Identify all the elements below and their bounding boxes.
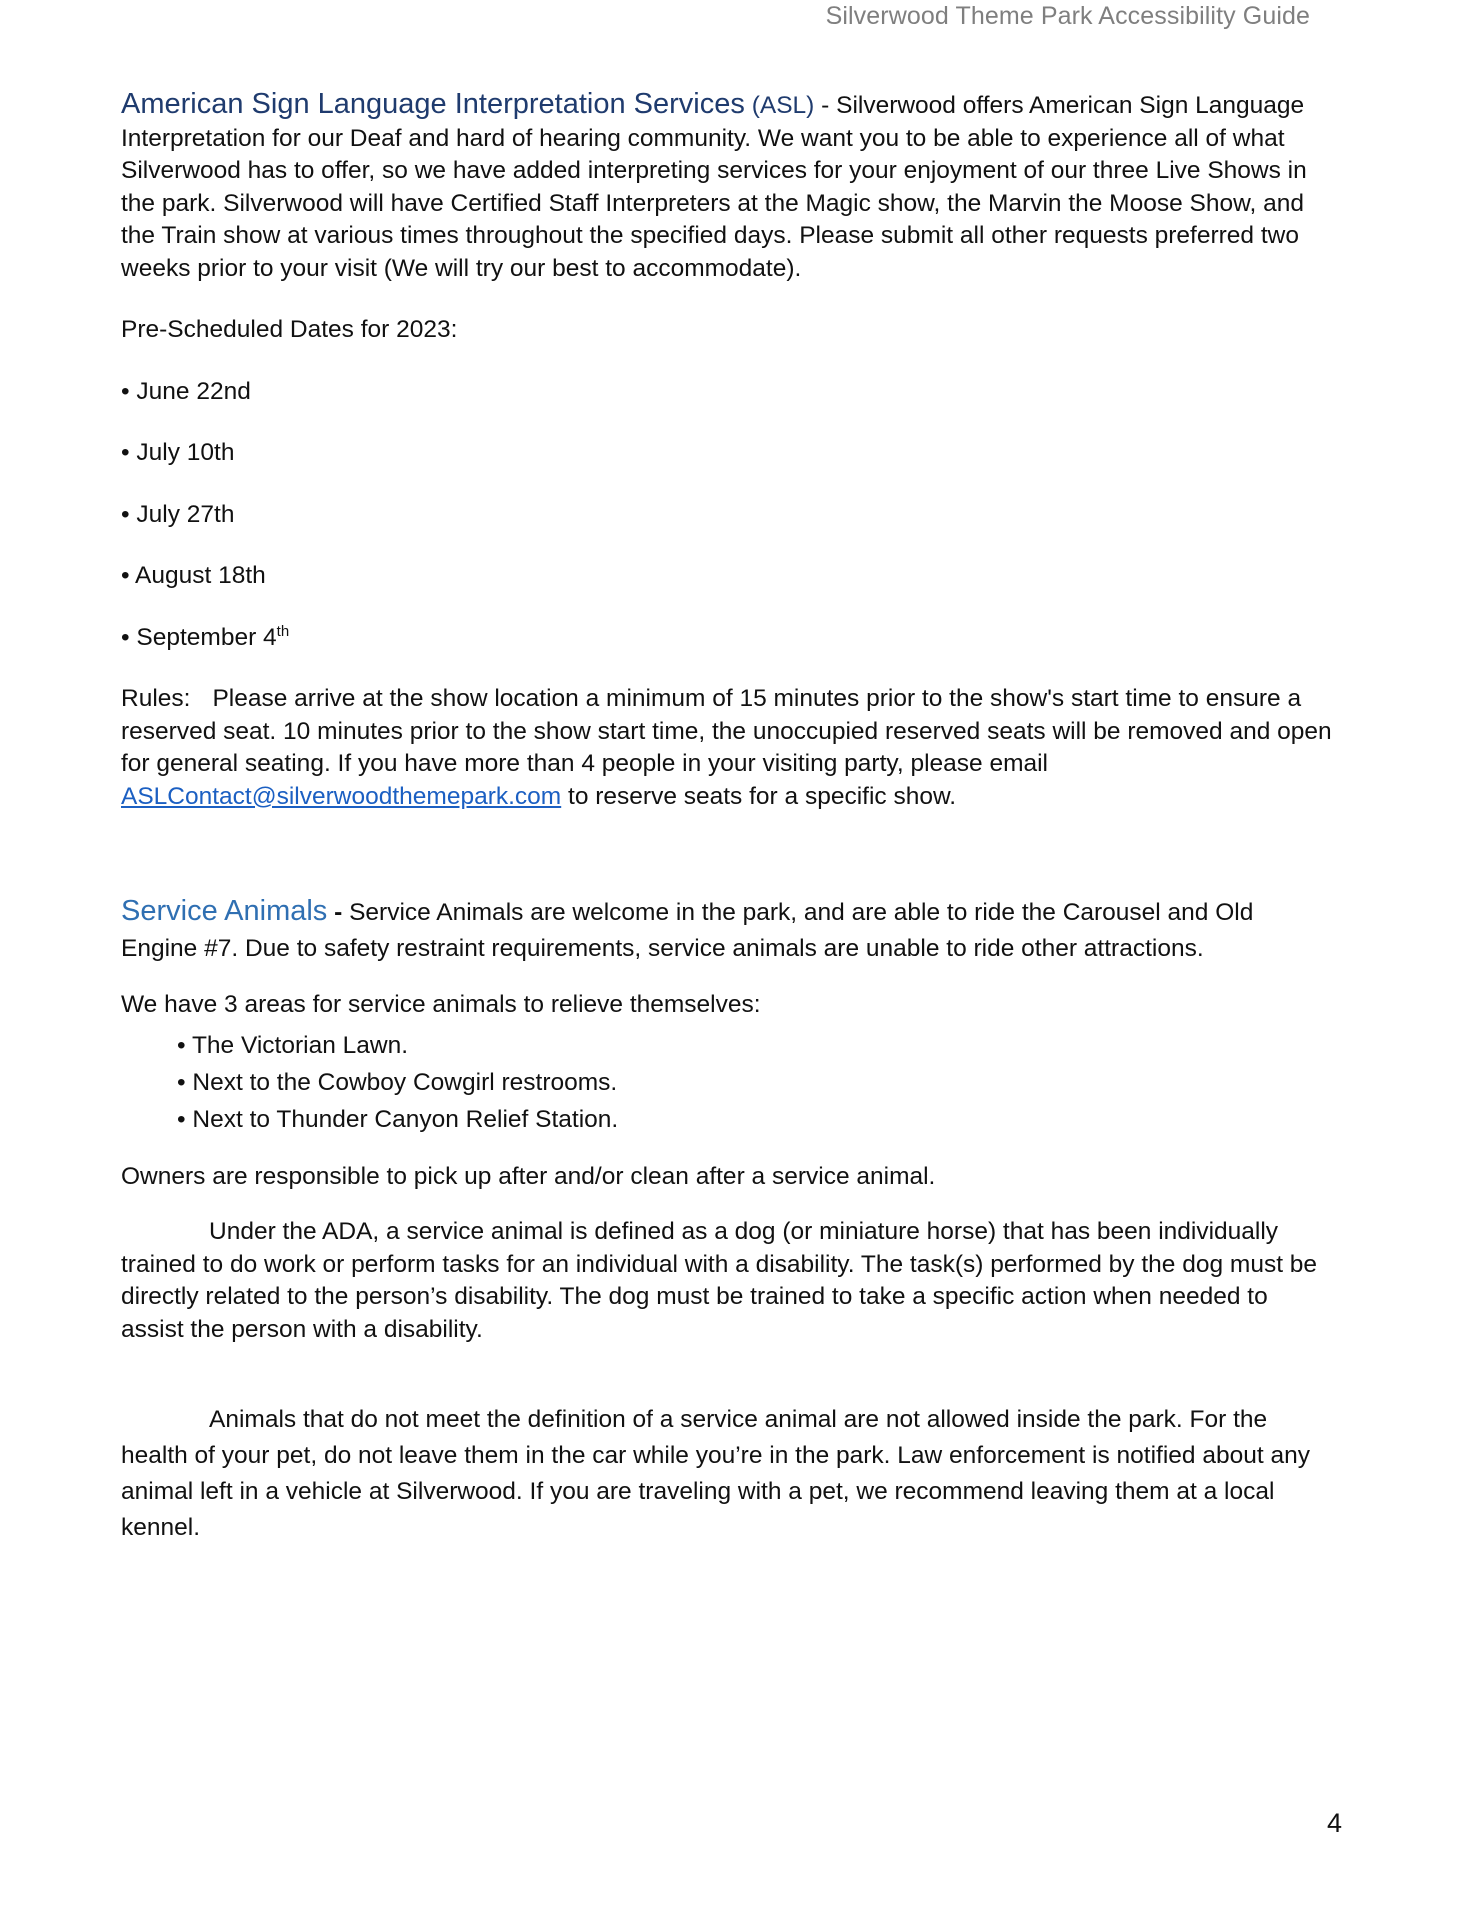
service-animals-dash: -	[327, 899, 350, 926]
asl-intro-text: - Silverwood offers American Sign Language Interpretation for our Deaf and hard of hearing community. We want you to be able to experience all of what Silverwood has to offer, so we have added interpreting services for your enjoyment of our three Live Shows in the park. Silverwood will have Certified Staff Interpreters at the Magic show, the Marvin the Moose Show, and the Train show at various times throughout the specified days. Please submit all other requests preferred two weeks prior to your visit (We will try our best to accommodate).	[121, 92, 1307, 282]
pets-policy-paragraph: Animals that do not meet the definition of a service animal are not allowed inside the park. For the health of your pet, do not leave them in the car while you’re in the park. Law enforcement is notified about any animal left in a vehicle at Silverwood. If you are traveling with a pet, we recommend leaving them at a local kennel.	[121, 1406, 1310, 1541]
asl-abbreviation: (ASL)	[751, 92, 815, 119]
service-animals-intro: Service Animals are welcome in the park, and are able to ride the Carousel and Old Engine #7. Due to safety restraint requirements, service animals are unable to ride other attractions.	[121, 899, 1254, 962]
owners-note: Owners are responsible to pick up after and/or clean after a service animal.	[121, 1163, 936, 1190]
rules-text: Please arrive at the show location a minimum of 15 minutes prior to the show's start time to ensure a reserved seat. 10 minutes prior to the show start time, the unoccupied reserved seats will be removed and open for general seating. If you have more than 4 people in your visiting party, please email	[121, 685, 1332, 777]
date-item: • June 22nd	[121, 377, 251, 405]
rules-end-text: to reserve seats for a specific show.	[561, 782, 957, 810]
rules-label: Rules:	[121, 685, 191, 712]
relief-areas-list	[121, 1027, 1336, 1138]
service-animals-section	[121, 893, 1336, 967]
dates-heading: Pre-Scheduled Dates for 2023:	[121, 316, 458, 343]
asl-section	[121, 88, 1336, 285]
page-number: 4	[1327, 1808, 1343, 1838]
relief-areas-heading: We have 3 areas for service animals to relieve themselves:	[121, 991, 761, 1018]
asl-contact-email-link[interactable]: ASLContact@silverwoodthemepark.com	[121, 782, 562, 810]
date-item: • July 27th	[121, 500, 235, 528]
list-item: • The Victorian Lawn.	[177, 1032, 409, 1059]
asl-section-title: American Sign Language Interpretation Services	[121, 88, 745, 120]
date-item-text: • September 4	[121, 623, 277, 651]
date-item: • July 10th	[121, 439, 235, 466]
ada-definition-paragraph: Under the ADA, a service animal is defined as a dog (or miniature horse) that has been individually trained to do work or perform tasks for an individual with a disability. The task(s) performed by the dog must be directly related to the person’s disability. The dog must be trained to take a specific action when needed to assist the person with a disability.	[121, 1218, 1318, 1343]
list-item: • Next to Thunder Canyon Relief Station.	[177, 1106, 619, 1133]
rules-paragraph	[121, 683, 1336, 813]
date-item-last	[121, 622, 1336, 655]
date-ordinal-suffix: th	[276, 622, 290, 640]
page-content	[121, 88, 1336, 1546]
running-header: Silverwood Theme Park Accessibility Guide	[825, 2, 1310, 30]
service-animals-title: Service Animals	[121, 895, 328, 927]
date-item: • August 18th	[121, 562, 266, 589]
list-item: • Next to the Cowboy Cowgirl restrooms.	[177, 1069, 618, 1096]
